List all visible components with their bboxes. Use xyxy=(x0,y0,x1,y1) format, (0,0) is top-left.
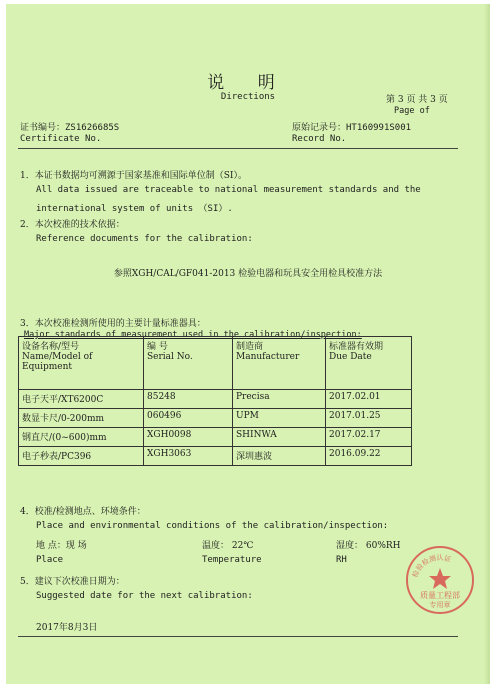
humidity-label-en: RH xyxy=(336,555,347,565)
cert-value: ZS1626685S xyxy=(65,123,120,133)
temperature-value: 温度： 22℃ xyxy=(202,541,254,551)
temperature-label-en: Temperature xyxy=(202,555,262,565)
section3-text: Major standards of measurement used in the calibration/inspection: xyxy=(24,330,362,340)
certificate-number xyxy=(20,120,119,133)
certificate-page xyxy=(6,4,490,684)
table-cell: 深圳惠波 xyxy=(233,447,326,466)
cert-label: 证书编号： xyxy=(20,123,66,133)
section1-text-2: international system of units （SI）. xyxy=(36,204,233,214)
table-row xyxy=(19,390,412,409)
record-label: 原始记录号： xyxy=(292,123,347,133)
table-cell: 电子天平/XT6200C xyxy=(19,390,144,409)
col-name: 设备名称/型号 Name/Model of Equipment xyxy=(19,337,144,390)
table-cell: 数显卡尺/0-200mm xyxy=(19,409,144,428)
col-serial: 编 号 Serial No. xyxy=(144,337,233,390)
section3-heading: 3．本次校准检测所使用的主要计量标准器具： xyxy=(20,319,206,329)
table-row xyxy=(19,409,412,428)
star-icon xyxy=(429,568,451,589)
section2-text: Reference documents for the calibration: xyxy=(36,234,253,244)
equipment-table xyxy=(18,336,412,466)
table-cell: XGH3063 xyxy=(144,447,233,466)
table-cell: SHINWA xyxy=(233,428,326,447)
section1-heading: 1．本证书数据均可溯源于国家基准和国际单位制（SI）。 xyxy=(20,171,247,181)
official-seal xyxy=(404,544,476,616)
table-row xyxy=(19,428,412,447)
record-number xyxy=(292,120,411,133)
section1-text-1: All data issued are traceable to national measurement standards and the xyxy=(36,185,421,195)
page-number: 第 3 页 共 3 页 xyxy=(386,95,448,105)
seal-arc-text: 检验检测认证 xyxy=(410,553,452,579)
table-row xyxy=(19,447,412,466)
page-title: 说 明 xyxy=(207,73,289,93)
place-value: 地 点：现 场 xyxy=(36,541,87,551)
record-value: HT160991S001 xyxy=(346,123,412,133)
seal-text-bottom: 专用章 xyxy=(429,601,451,609)
table-cell: 电子秒表/PC396 xyxy=(19,447,144,466)
table-cell: 2017.02.01 xyxy=(326,390,412,409)
table-cell: 2016.09.22 xyxy=(326,447,412,466)
header-divider xyxy=(18,148,458,149)
certificate-number-en: Certificate No. xyxy=(20,134,102,144)
footer-divider xyxy=(18,636,458,637)
section2-heading: 2．本次校准的技术依据： xyxy=(20,220,125,230)
section5-text: Suggested date for the next calibration: xyxy=(36,591,253,601)
section4-heading: 4．校准/检测地点、环境条件： xyxy=(20,507,146,517)
table-cell: 060496 xyxy=(144,409,233,428)
next-calibration-date: 2017年8月3日 xyxy=(36,623,98,633)
col-due-date: 标准器有效期 Due Date xyxy=(326,337,412,390)
table-cell: 2017.02.17 xyxy=(326,428,412,447)
table-cell: Precisa xyxy=(233,390,326,409)
seal-text-top: 质量工程部 xyxy=(420,591,460,600)
section5-heading: 5．建议下次校准日期为： xyxy=(20,577,125,587)
col-manufacturer: 制造商 Manufacturer xyxy=(233,337,326,390)
place-label-en: Place xyxy=(36,555,64,565)
humidity-value: 湿度： 60%RH xyxy=(336,541,401,551)
table-cell: 钢直尺/(0~600)mm xyxy=(19,428,144,447)
table-cell: 2017.01.25 xyxy=(326,409,412,428)
section4-text: Place and environmental conditions of the calibration/inspection: xyxy=(36,521,389,531)
page-number-en: Page of xyxy=(394,106,430,116)
page-subtitle: Directions xyxy=(220,92,276,102)
table-cell: XGH0098 xyxy=(144,428,233,447)
table-cell: 85248 xyxy=(144,390,233,409)
table-cell: UPM xyxy=(233,409,326,428)
table-header-row xyxy=(19,337,412,390)
reference-document: 参照XGH/CAL/GF041-2013 检验电器和玩具安全用检具校准方法 xyxy=(113,269,383,279)
record-number-en: Record No. xyxy=(292,134,347,144)
